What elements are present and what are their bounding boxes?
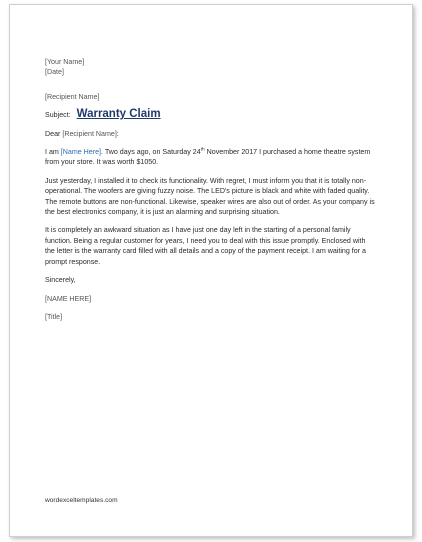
signature-title: [Title]: [45, 312, 63, 321]
p1-rest-a: . Two days ago, on Saturday 24: [101, 148, 201, 157]
subject-label: Subject:: [45, 111, 71, 120]
paragraph-2: [45, 176, 390, 218]
letter-body: [45, 57, 390, 322]
p2-line: Just yesterday, I installed it to check its functionality. With regret, I must inform you that it is totally non-: [45, 176, 367, 185]
salutation-recipient: [Recipient Name]: [62, 129, 117, 138]
salutation: [45, 129, 390, 139]
closing: Sincerely,: [45, 276, 76, 285]
salutation-suffix: :: [116, 129, 119, 138]
p3-line: function. Being a regular customer for years, I need you to deal with this issue promptly. Enclosed with: [45, 236, 366, 245]
p3-line: the letter is the warranty card filled with all details and a copy of the payment receipt. I am waiting for a: [45, 247, 366, 256]
signature-name: [NAME HERE]: [45, 294, 92, 303]
footer-website: wordexceltemplates.com: [45, 497, 118, 504]
paragraph-3: [45, 225, 390, 267]
p3-line: It is completely an awkward situation as I have just one day left in the starting of a personal family: [45, 226, 351, 235]
subject-title: Warranty Claim: [76, 108, 161, 121]
salutation-prefix: Dear: [45, 129, 61, 138]
p2-line: the best electronics company, it is just an alarming and surprising situation.: [45, 208, 280, 217]
letter-date: [Date]: [45, 68, 64, 77]
p3-line: prompt response.: [45, 257, 101, 266]
recipient-name: [Recipient Name]: [45, 92, 100, 101]
p2-line: operational. The woofers are giving fuzzy noise. The LED's picture is black and white with faded quality.: [45, 187, 370, 196]
p1-prefix: I am: [45, 148, 59, 157]
p1-superscript: th: [200, 147, 205, 153]
p2-line: The remote buttons are non-functional. Likewise, speaker wires are also out of order. As your company is: [45, 197, 375, 206]
paragraph-1: [45, 147, 390, 168]
p1-line-2: from your store. It was worth $1050.: [45, 158, 159, 167]
sender-name: [Your Name]: [45, 58, 85, 66]
p1-rest-b: November 2017 I purchased a home theatre system: [204, 148, 371, 157]
p1-name-placeholder: [Name Here]: [60, 148, 101, 157]
letter-page: [9, 4, 413, 537]
subject-line: [45, 109, 390, 120]
